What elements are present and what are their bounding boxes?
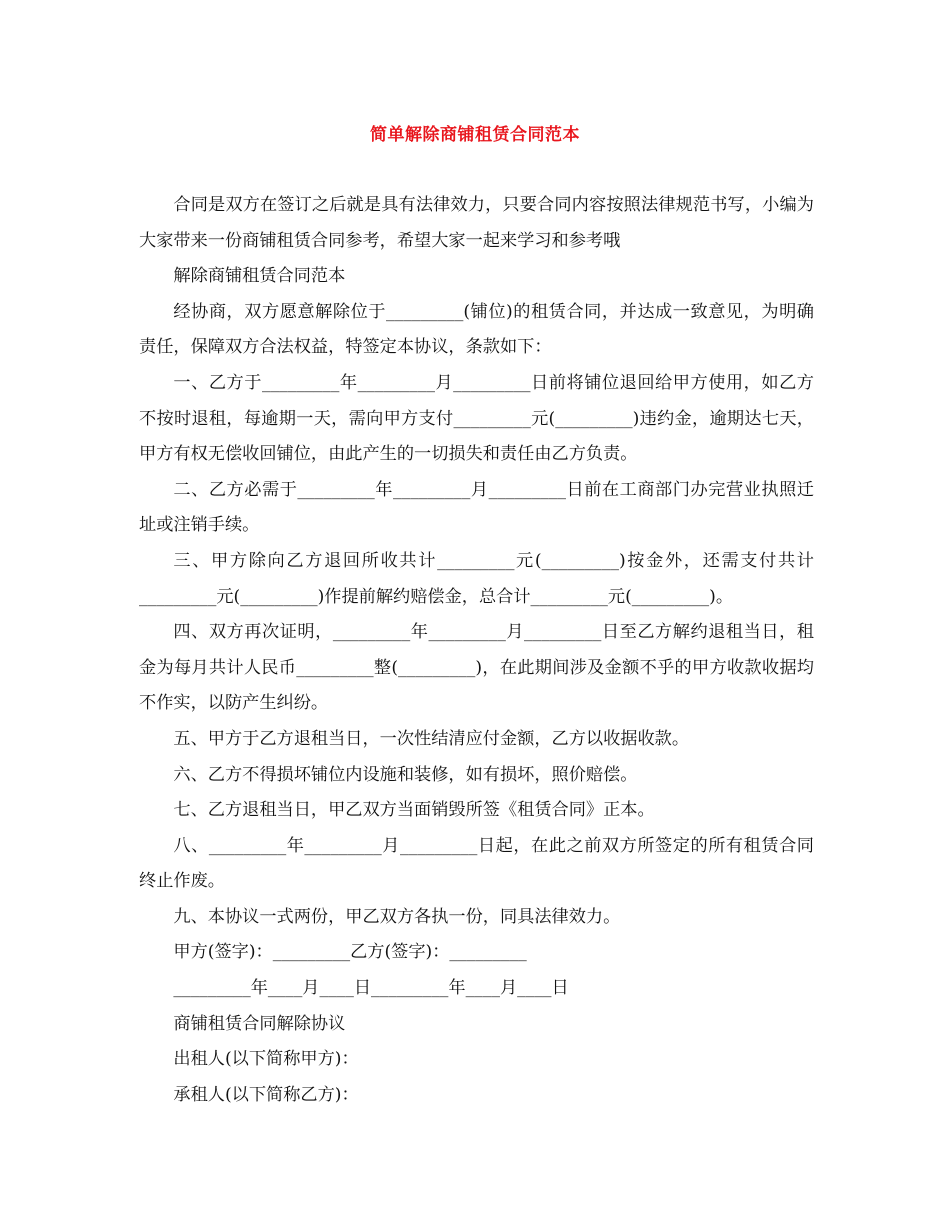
clause-9: 九、本协议一式两份，甲乙双方各执一份，同具法律效力。 [173,906,621,927]
clause-7: 七、乙方退租当日，甲乙双方当面销毁所签《租赁合同》正本。 [173,800,655,821]
lessor-line: 出租人(以下简称甲方)： [173,1049,359,1070]
document-title: 简单解除商铺租赁合同范本 [370,125,580,145]
clause-8: 八、_________年_________月_________日起，在此之前双方所签定的所有租赁合同终止作废。 [139,835,814,892]
clause-4: 四、双方再次证明，_________年_________月_________日至乙方解约退租当日，租金为每月共计人民币_________整(_________)，在此期间涉及金额不乎的甲方收款收据均不作实，以防产生纠纷。 [139,622,814,714]
signature-line: 甲方(签字)：_________乙方(签字)：_________ [173,942,527,963]
clause-5: 五、甲方于乙方退租当日，一次性结清应付金额，乙方以收据收款。 [173,728,690,749]
document-body [139,188,814,1113]
clause-1: 一、乙方于_________年_________月_________日前将铺位退回给甲方使用，如乙方不按时退租，每逾期一天，需向甲方支付_________元(_________)违约金，逾期达七天，甲方有权无偿收回铺位，由此产生的一切损失和责任由乙方负责。 [139,372,814,465]
clause-6: 六、乙方不得损坏铺位内设施和装修，如有损坏，照价赔偿。 [173,764,638,785]
section-heading: 解除商铺租赁合同范本 [173,266,346,287]
lessee-line: 承租人(以下简称乙方)： [173,1084,359,1105]
preamble-paragraph: 经协商，双方愿意解除位于_________(铺位)的租赁合同，并达成一致意见，为明确责任，保障双方合法权益，特签定本协议，条款如下： [139,301,814,358]
clause-3: 三、甲方除向乙方退回所收共计_________元(_________)按金外，还需支付共计_________元(_________)作提前解约赔偿金，总合计_________元(_________)。 [139,550,814,607]
clause-2: 二、乙方必需于_________年_________月_________日前在工商部门办完营业执照迁址或注销手续。 [139,479,814,536]
agreement-heading: 商铺租赁合同解除协议 [173,1013,346,1034]
intro-paragraph: 合同是双方在签订之后就是具有法律效力，只要合同内容按照法律规范书写，小编为大家带来一份商铺租赁合同参考，希望大家一起来学习和参考哦 [139,195,814,251]
date-line: _________年____月____日_________年____月____日 [173,978,569,999]
